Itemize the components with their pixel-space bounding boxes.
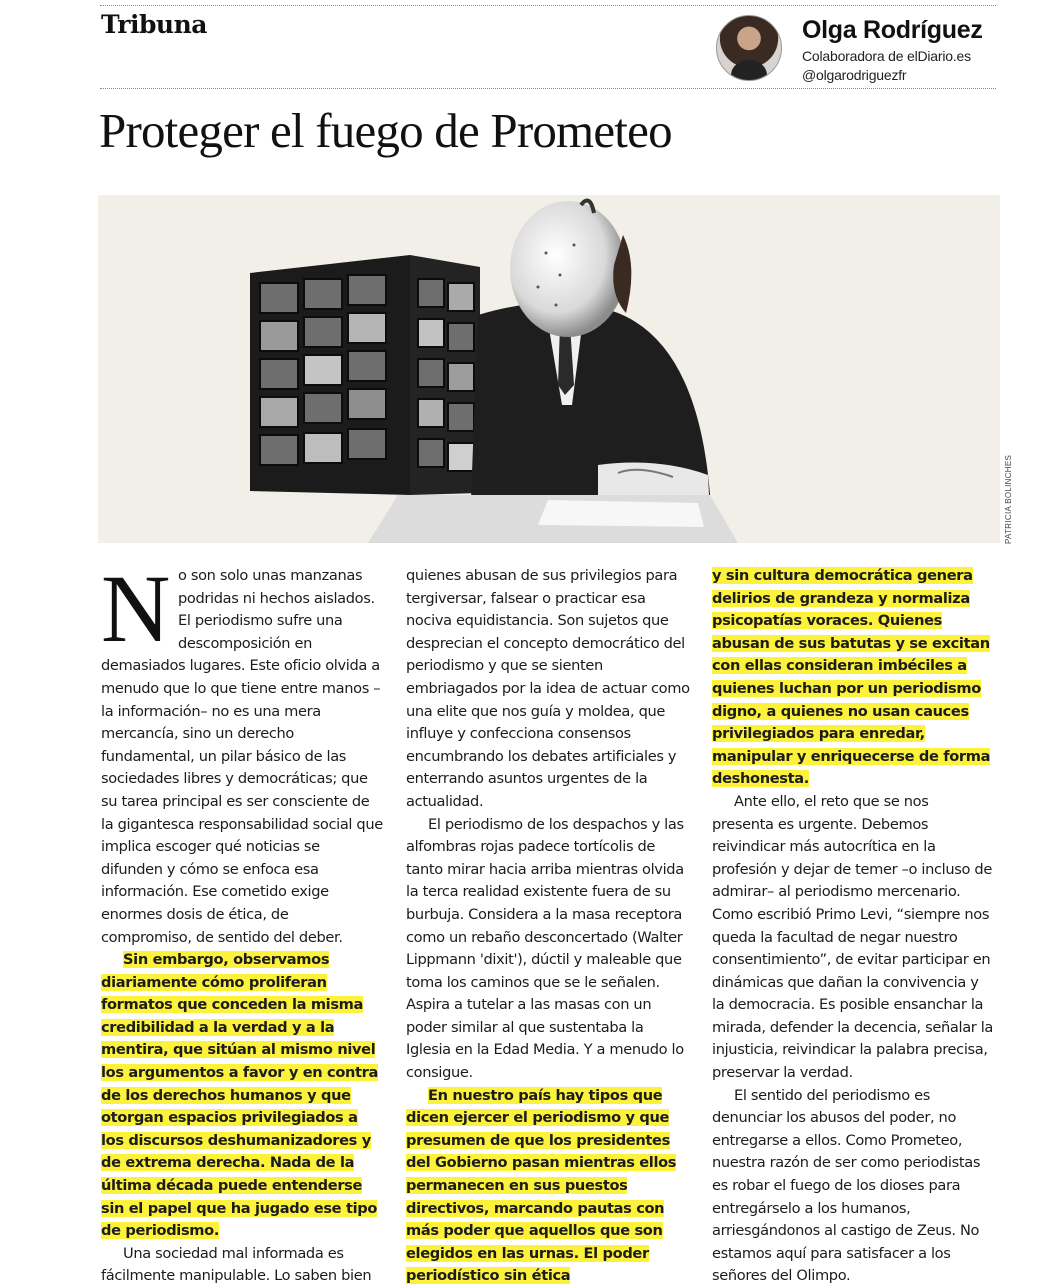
section-label: Tribuna [101, 10, 207, 39]
photo-credit: PATRICIA BOLINCHES [1004, 454, 1013, 544]
author-avatar [716, 15, 782, 81]
article-column-2 [406, 565, 692, 1288]
illustration-collage [98, 195, 1000, 543]
article-column-1 [101, 555, 383, 1288]
top-rule [100, 5, 996, 6]
paragraph: Una sociedad mal informada es fácilmente manipulable. Lo saben bien [101, 1244, 372, 1285]
paragraph: Ante ello, el reto que se nos presenta es urgente. Debemos reivindicar más autocrítica en la profesión y dejar de temer –o incluso de admirar– al periodismo mercenario. Como escribió Primo Levi, “siempre nos queda la facultad de negar nuestro consentimiento”, de evitar participar en dinámicas que dañan la convivencia y la democracia. Es posible ensanchar la mirada, defender la decencia, señalar la injusticia, reivindicar la palabra precisa, preservar la verdad. [712, 792, 994, 1082]
author-role: Colaboradora de elDiario.es [802, 48, 971, 64]
author-handle[interactable]: @olgarodriguezfr [802, 67, 907, 83]
author-name: Olga Rodríguez [802, 16, 983, 44]
header-rule [100, 88, 996, 89]
dropcap: N [101, 555, 170, 662]
paragraph: quienes abusan de sus privilegios para tergiversar, falsear o practicar esa nociva equidistancia. Son sujetos que desprecian el concepto democrático del periodismo y que se sienten embriagados por la idea de actuar como una elite que nos guía y moldea, que influye y confecciona consensos encumbrando los debates artificiales y enterrando asuntos urgentes de la actualidad. [406, 567, 690, 810]
highlighted-paragraph: En nuestro país hay tipos que dicen ejercer el periodismo y que presumen de que los presidentes del Gobierno pasan mientras ellos permanecen en sus puestos directivos, marcando pautas con más poder que aquellos que son elegidos en las urnas. El poder periodístico sin ética [406, 1086, 677, 1285]
highlighted-paragraph: y sin cultura democrática genera delirios de grandeza y normaliza psicopatías voraces. Quienes abusan de sus batutas y se excitan con ellas consideran imbéciles a quienes luchan por un periodismo digno, a quienes no usan cauces privilegiados para enredar, manipular y enriquecerse de forma deshonesta. [712, 567, 991, 788]
paragraph: El sentido del periodismo es denunciar los abusos del poder, no entregarse a ellos. Como Prometeo, nuestra razón de ser como periodistas es robar el fuego de los dioses para entregárselo a los humanos, arriesgándonos al castigo de Zeus. No estamos aquí para satisfacer a los señores del Olimpo. [712, 1086, 981, 1285]
highlighted-paragraph: Sin embargo, observamos diariamente cómo proliferan formatos que conceden la misma credibilidad a la verdad y a la mentira, que sitúan al mismo nivel los argumentos a favor y en contra de los derechos humanos y que otorgan espacios privilegiados a los discursos deshumanizadores y de extrema derecha. Nada de la última década puede entenderse sin el papel que ha jugado ese tipo de periodismo. [101, 951, 379, 1240]
paragraph: El periodismo de los despachos y las alfombras rojas padece tortícolis de tanto mirar hacia arriba mientras olvida la terca realidad existente fuera de su burbuja. Considera a la masa receptora como un rebaño desconcertado (Walter Lippmann 'dixit'), dúctil y maleable que toma los caminos que se le señalen. Aspira a tutelar a las masas con un poder similar al que sustentaba la Iglesia en la Edad Media. Y a menudo lo consigue. [406, 815, 684, 1082]
article-column-3 [712, 565, 994, 1288]
paragraph: o son solo unas manzanas podridas ni hechos aislados. El periodismo sufre una descomposición en demasiados lugares. Este oficio olvida a menudo que lo que tiene entre manos –la información– no es una mera mercancía, sino un derecho fundamental, un pilar básico de las sociedades libres y democráticas; que su tarea principal es ser consciente de la gigantesca responsabilidad social que implica escoger qué noticias se difunden y cómo se enfoca esa información. Ese cometido exige enormes dosis de ética, de compromiso, de sentido del deber. [101, 567, 383, 946]
headline: Proteger el fuego de Prometeo [99, 103, 672, 158]
article-illustration [98, 195, 1000, 543]
monitor-wall [250, 255, 480, 495]
